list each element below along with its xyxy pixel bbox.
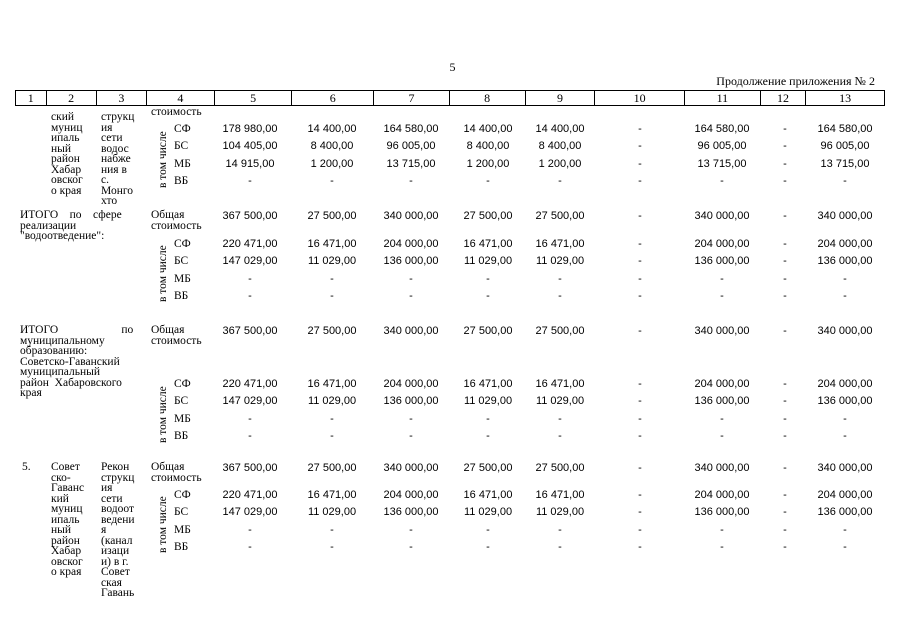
col-header: 7 — [374, 91, 450, 106]
table-cell: - — [330, 429, 334, 442]
funding-source-label: ВБ — [174, 289, 189, 302]
table-cell: - — [783, 157, 787, 170]
table-cell: 136 000,00 — [817, 395, 873, 408]
object-name-line: водоот — [101, 503, 134, 515]
total-value-cell: 27 500,00 — [535, 462, 585, 474]
table-cell: - — [783, 540, 787, 553]
table-cell: - — [409, 412, 413, 425]
total-value-cell: 340 000,00 — [694, 462, 750, 474]
column-header-table — [15, 90, 885, 106]
object-name-line: ия — [101, 121, 113, 134]
total-value-cell: 27 500,00 — [307, 462, 357, 474]
total-value-cell: 340 000,00 — [383, 210, 439, 222]
table-cell: 11 029,00 — [535, 255, 585, 268]
continuation-title: Продолжение приложения № 2 — [716, 74, 875, 88]
table-cell: 204 000,00 — [817, 489, 873, 501]
table-cell: 11 029,00 — [463, 255, 513, 268]
object-name-line: Монго — [101, 184, 134, 197]
col-header: 1 — [16, 91, 47, 106]
table-cell: 1 200,00 — [538, 157, 582, 170]
table-cell: - — [720, 174, 724, 187]
table-cell: - — [638, 489, 642, 501]
funding-source-label: МБ — [174, 523, 191, 536]
object-location-line: муниц — [51, 503, 83, 515]
table-cell: - — [486, 289, 490, 302]
total-cost-label: стоимость — [151, 471, 202, 484]
total-value-cell: - — [783, 462, 787, 474]
total-value-cell: 27 500,00 — [307, 325, 357, 337]
total-value-cell: - — [783, 325, 787, 337]
col-header: 8 — [449, 91, 525, 106]
total-value-cell: 340 000,00 — [694, 325, 750, 337]
col-header: 3 — [96, 91, 146, 106]
object-location-line: Хабар — [51, 545, 82, 557]
table-cell: - — [720, 272, 724, 285]
table-cell: 11 029,00 — [535, 395, 585, 408]
table-cell: 136 000,00 — [817, 506, 873, 519]
table-cell: 16 471,00 — [307, 489, 357, 501]
object-name-line: Рекон — [101, 461, 130, 473]
section-title-line: муниципальный — [20, 366, 101, 378]
object-location-line: муниц — [51, 121, 83, 134]
table-cell: 13 715,00 — [697, 157, 747, 170]
object-name-line: с. — [101, 174, 109, 186]
table-cell: 16 471,00 — [535, 489, 585, 501]
funding-source-label: МБ — [174, 412, 191, 425]
object-location-line: о края — [51, 184, 82, 197]
object-name-line: набже — [101, 153, 131, 165]
table-cell: - — [486, 523, 490, 536]
section-title-line: "водоотведение": — [20, 230, 105, 242]
table-cell: - — [638, 395, 642, 408]
table-cell: 204 000,00 — [694, 238, 750, 250]
total-value-cell: 27 500,00 — [535, 210, 585, 222]
table-cell: - — [486, 412, 490, 425]
funding-source-label: МБ — [174, 157, 191, 170]
table-cell: 164 580,00 — [817, 123, 873, 135]
table-cell: 14 400,00 — [535, 123, 585, 135]
table-cell: 96 005,00 — [820, 140, 870, 153]
table-cell: 204 000,00 — [383, 378, 439, 390]
table-cell: - — [783, 395, 787, 408]
table-cell: - — [783, 523, 787, 536]
object-name-line: струкц — [101, 471, 135, 484]
table-cell: - — [843, 272, 847, 285]
object-location-line: ский — [51, 111, 74, 123]
in-that-number-label: в том числе — [157, 496, 169, 553]
funding-source-label: МБ — [174, 272, 191, 285]
table-cell: - — [409, 429, 413, 442]
object-location-line: Хабар — [51, 163, 82, 176]
table-cell: 14 915,00 — [225, 157, 275, 170]
table-cell: - — [330, 289, 334, 302]
table-cell: 164 580,00 — [383, 123, 439, 135]
table-cell: - — [330, 174, 334, 187]
total-value-cell: - — [638, 462, 642, 474]
table-cell: - — [558, 540, 562, 553]
total-value-cell: 340 000,00 — [694, 210, 750, 222]
total-value-cell: 27 500,00 — [463, 210, 513, 222]
table-cell: - — [486, 174, 490, 187]
col-header: 6 — [292, 91, 374, 106]
table-cell: - — [330, 540, 334, 553]
col-header: 5 — [214, 91, 292, 106]
funding-source-label: БС — [174, 255, 189, 268]
object-name-line: я — [101, 524, 107, 536]
table-cell: - — [638, 238, 642, 250]
table-cell: 96 005,00 — [697, 140, 747, 153]
table-cell: - — [638, 289, 642, 302]
object-name-line: Гавань — [101, 587, 135, 599]
table-cell: 220 471,00 — [222, 238, 278, 250]
funding-source-label: СФ — [174, 378, 191, 390]
table-cell: - — [720, 523, 724, 536]
table-cell: - — [843, 412, 847, 425]
col-header: 2 — [46, 91, 96, 106]
total-value-cell: 340 000,00 — [817, 210, 873, 222]
object-location-line: ипаль — [51, 513, 80, 526]
total-cost-label: Общая — [151, 461, 185, 473]
col-header: 11 — [684, 91, 760, 106]
total-cost-label: стоимость — [151, 219, 202, 232]
total-value-cell: 27 500,00 — [463, 462, 513, 474]
in-that-number-label: в том числе — [157, 386, 169, 443]
table-cell: - — [783, 140, 787, 153]
table-cell: 8 400,00 — [466, 140, 510, 153]
object-name-line: сети — [101, 492, 123, 505]
section-title-line: края — [20, 387, 42, 399]
total-value-cell: 27 500,00 — [535, 325, 585, 337]
total-value-cell: 367 500,00 — [222, 210, 278, 222]
table-cell: 204 000,00 — [817, 378, 873, 390]
total-value-cell: - — [638, 210, 642, 222]
section-title-line: реализации — [20, 219, 77, 232]
object-name-line: сети — [101, 132, 123, 144]
table-cell: - — [638, 523, 642, 536]
object-name-line: хто — [101, 195, 118, 207]
table-cell: 16 471,00 — [535, 238, 585, 250]
column-header-row — [16, 91, 885, 106]
table-cell: - — [409, 174, 413, 187]
table-cell: 16 471,00 — [307, 378, 357, 390]
table-cell: 14 400,00 — [307, 123, 357, 135]
page-number: 5 — [449, 60, 456, 74]
total-value-cell: 340 000,00 — [817, 325, 873, 337]
table-cell: - — [248, 272, 252, 285]
total-value-cell: 340 000,00 — [383, 325, 439, 337]
table-cell: - — [248, 289, 252, 302]
table-cell: - — [409, 289, 413, 302]
table-cell: - — [720, 429, 724, 442]
table-cell: 16 471,00 — [463, 378, 513, 390]
table-cell: - — [843, 174, 847, 187]
total-value-cell: 367 500,00 — [222, 462, 278, 474]
object-name-line: ния в — [101, 163, 127, 176]
table-cell: 96 005,00 — [386, 140, 436, 153]
in-that-number-label: в том числе — [157, 131, 169, 188]
col-header: 9 — [525, 91, 595, 106]
table-cell: - — [783, 489, 787, 501]
table-cell: 136 000,00 — [694, 255, 750, 268]
table-cell: 8 400,00 — [538, 140, 582, 153]
total-value-cell: 27 500,00 — [307, 210, 357, 222]
funding-source-label: БС — [174, 140, 189, 153]
section-title-line: Советско-Гаванский — [20, 355, 120, 368]
table-cell: - — [248, 412, 252, 425]
object-location-line: Совет — [51, 461, 80, 473]
table-cell: - — [638, 255, 642, 268]
table-cell: 136 000,00 — [817, 255, 873, 268]
table-cell: 220 471,00 — [222, 489, 278, 501]
table-cell: - — [783, 378, 787, 390]
table-cell: - — [783, 255, 787, 268]
table-cell: 220 471,00 — [222, 378, 278, 390]
total-value-cell: 27 500,00 — [463, 325, 513, 337]
table-cell: 13 715,00 — [386, 157, 436, 170]
table-cell: 11 029,00 — [307, 506, 357, 519]
section-title-line: образованию: — [20, 345, 88, 357]
table-cell: - — [638, 412, 642, 425]
table-cell: - — [843, 523, 847, 536]
table-cell: - — [486, 272, 490, 285]
object-name-line: и) в г. — [101, 555, 129, 568]
total-cost-label: стоимость — [151, 106, 202, 118]
table-cell: 8 400,00 — [310, 140, 354, 153]
table-cell: - — [783, 429, 787, 442]
row-number: 5. — [22, 461, 31, 473]
table-cell: 136 000,00 — [383, 255, 439, 268]
table-cell: - — [638, 272, 642, 285]
table-cell: - — [638, 378, 642, 390]
object-location-line: ный — [51, 142, 72, 155]
section-title-line: муниципальному — [20, 334, 105, 347]
object-name-line: водос — [101, 142, 129, 155]
total-value-cell: 367 500,00 — [222, 325, 278, 337]
object-location-line: ско- — [51, 471, 71, 484]
table-cell: - — [638, 123, 642, 135]
table-cell: 136 000,00 — [694, 395, 750, 408]
table-cell: - — [558, 523, 562, 536]
table-cell: - — [330, 523, 334, 536]
section-title-line: ИТОГО по — [20, 324, 134, 336]
table-cell: - — [638, 157, 642, 170]
in-that-number-label: в том числе — [157, 245, 169, 302]
table-cell: 16 471,00 — [463, 238, 513, 250]
col-header: 13 — [806, 91, 885, 106]
table-cell: - — [558, 429, 562, 442]
table-cell: 204 000,00 — [383, 489, 439, 501]
table-cell: - — [409, 540, 413, 553]
table-cell: - — [783, 238, 787, 250]
object-location-line: Гаванс — [51, 482, 85, 494]
table-cell: - — [409, 523, 413, 536]
table-cell: - — [783, 412, 787, 425]
object-location-line: ный — [51, 524, 72, 536]
table-cell: - — [720, 289, 724, 302]
table-cell: - — [638, 506, 642, 519]
object-location-line: кий — [51, 492, 69, 505]
object-location-line: ипаль — [51, 132, 80, 144]
object-name-line: (канал — [101, 534, 133, 547]
table-cell: - — [720, 412, 724, 425]
table-cell: 16 471,00 — [535, 378, 585, 390]
table-cell: 147 029,00 — [222, 395, 278, 408]
col-header: 4 — [146, 91, 214, 106]
table-cell: 11 029,00 — [463, 506, 513, 519]
table-cell: - — [558, 289, 562, 302]
total-cost-label: Общая — [151, 209, 185, 221]
table-cell: - — [783, 272, 787, 285]
table-cell: 204 000,00 — [694, 378, 750, 390]
table-cell: - — [638, 174, 642, 187]
object-name-line: ведени — [101, 513, 135, 526]
table-cell: - — [558, 412, 562, 425]
table-cell: 14 400,00 — [463, 123, 513, 135]
table-cell: - — [783, 123, 787, 135]
funding-source-label: СФ — [174, 123, 191, 135]
funding-source-label: БС — [174, 506, 189, 519]
table-cell: - — [843, 289, 847, 302]
table-cell: - — [248, 540, 252, 553]
table-cell: 11 029,00 — [535, 506, 585, 519]
funding-source-label: СФ — [174, 489, 191, 501]
table-cell: 178 980,00 — [222, 123, 278, 135]
total-cost-label: стоимость — [151, 334, 202, 347]
table-cell: - — [330, 412, 334, 425]
funding-source-label: СФ — [174, 238, 191, 250]
table-cell: - — [783, 506, 787, 519]
table-cell: - — [330, 272, 334, 285]
table-cell: 11 029,00 — [307, 255, 357, 268]
section-title-line: район Хабаровского — [20, 376, 122, 389]
table-cell: 16 471,00 — [463, 489, 513, 501]
table-cell: - — [720, 540, 724, 553]
total-value-cell: - — [783, 210, 787, 222]
table-cell: 11 029,00 — [463, 395, 513, 408]
table-cell: - — [409, 272, 413, 285]
table-cell: - — [558, 174, 562, 187]
table-cell: 147 029,00 — [222, 255, 278, 268]
object-location-line: овског — [51, 174, 83, 186]
total-cost-label: Общая — [151, 324, 185, 336]
table-cell: - — [638, 140, 642, 153]
section-title-line: ИТОГО по сфере — [20, 209, 122, 221]
table-cell: 104 405,00 — [222, 140, 278, 153]
table-cell: - — [843, 540, 847, 553]
funding-source-label: ВБ — [174, 429, 189, 442]
table-cell: - — [248, 523, 252, 536]
funding-source-label: ВБ — [174, 540, 189, 553]
table-cell: 136 000,00 — [383, 395, 439, 408]
table-cell: - — [638, 540, 642, 553]
table-cell: 204 000,00 — [817, 238, 873, 250]
table-cell: - — [558, 272, 562, 285]
col-header: 12 — [760, 91, 805, 106]
table-cell: - — [248, 429, 252, 442]
object-name-line: Совет — [101, 566, 130, 578]
funding-source-label: БС — [174, 395, 189, 408]
total-value-cell: - — [638, 325, 642, 337]
table-cell: - — [783, 174, 787, 187]
table-cell: 136 000,00 — [694, 506, 750, 519]
table-cell: - — [843, 429, 847, 442]
table-cell: 164 580,00 — [694, 123, 750, 135]
object-name-line: ская — [101, 576, 122, 589]
object-name-line: струкц — [101, 111, 135, 123]
table-cell: 1 200,00 — [310, 157, 354, 170]
funding-source-label: ВБ — [174, 174, 189, 187]
col-header: 10 — [595, 91, 685, 106]
table-cell: 136 000,00 — [383, 506, 439, 519]
table-cell: 204 000,00 — [383, 238, 439, 250]
object-name-line: изаци — [101, 545, 130, 557]
table-cell: - — [486, 540, 490, 553]
table-cell: - — [638, 429, 642, 442]
object-location-line: район — [51, 534, 80, 547]
table-cell: - — [783, 289, 787, 302]
table-cell: 11 029,00 — [307, 395, 357, 408]
table-cell: 204 000,00 — [694, 489, 750, 501]
table-cell: - — [486, 429, 490, 442]
object-location-line: район — [51, 153, 80, 165]
table-cell: 13 715,00 — [820, 157, 870, 170]
total-value-cell: 340 000,00 — [383, 462, 439, 474]
table-cell: 16 471,00 — [307, 238, 357, 250]
table-cell: 147 029,00 — [222, 506, 278, 519]
table-cell: - — [248, 174, 252, 187]
total-value-cell: 340 000,00 — [817, 462, 873, 474]
table-cell: 1 200,00 — [466, 157, 510, 170]
object-location-line: овског — [51, 555, 83, 568]
object-location-line: о края — [51, 566, 82, 578]
object-name-line: ия — [101, 482, 113, 494]
